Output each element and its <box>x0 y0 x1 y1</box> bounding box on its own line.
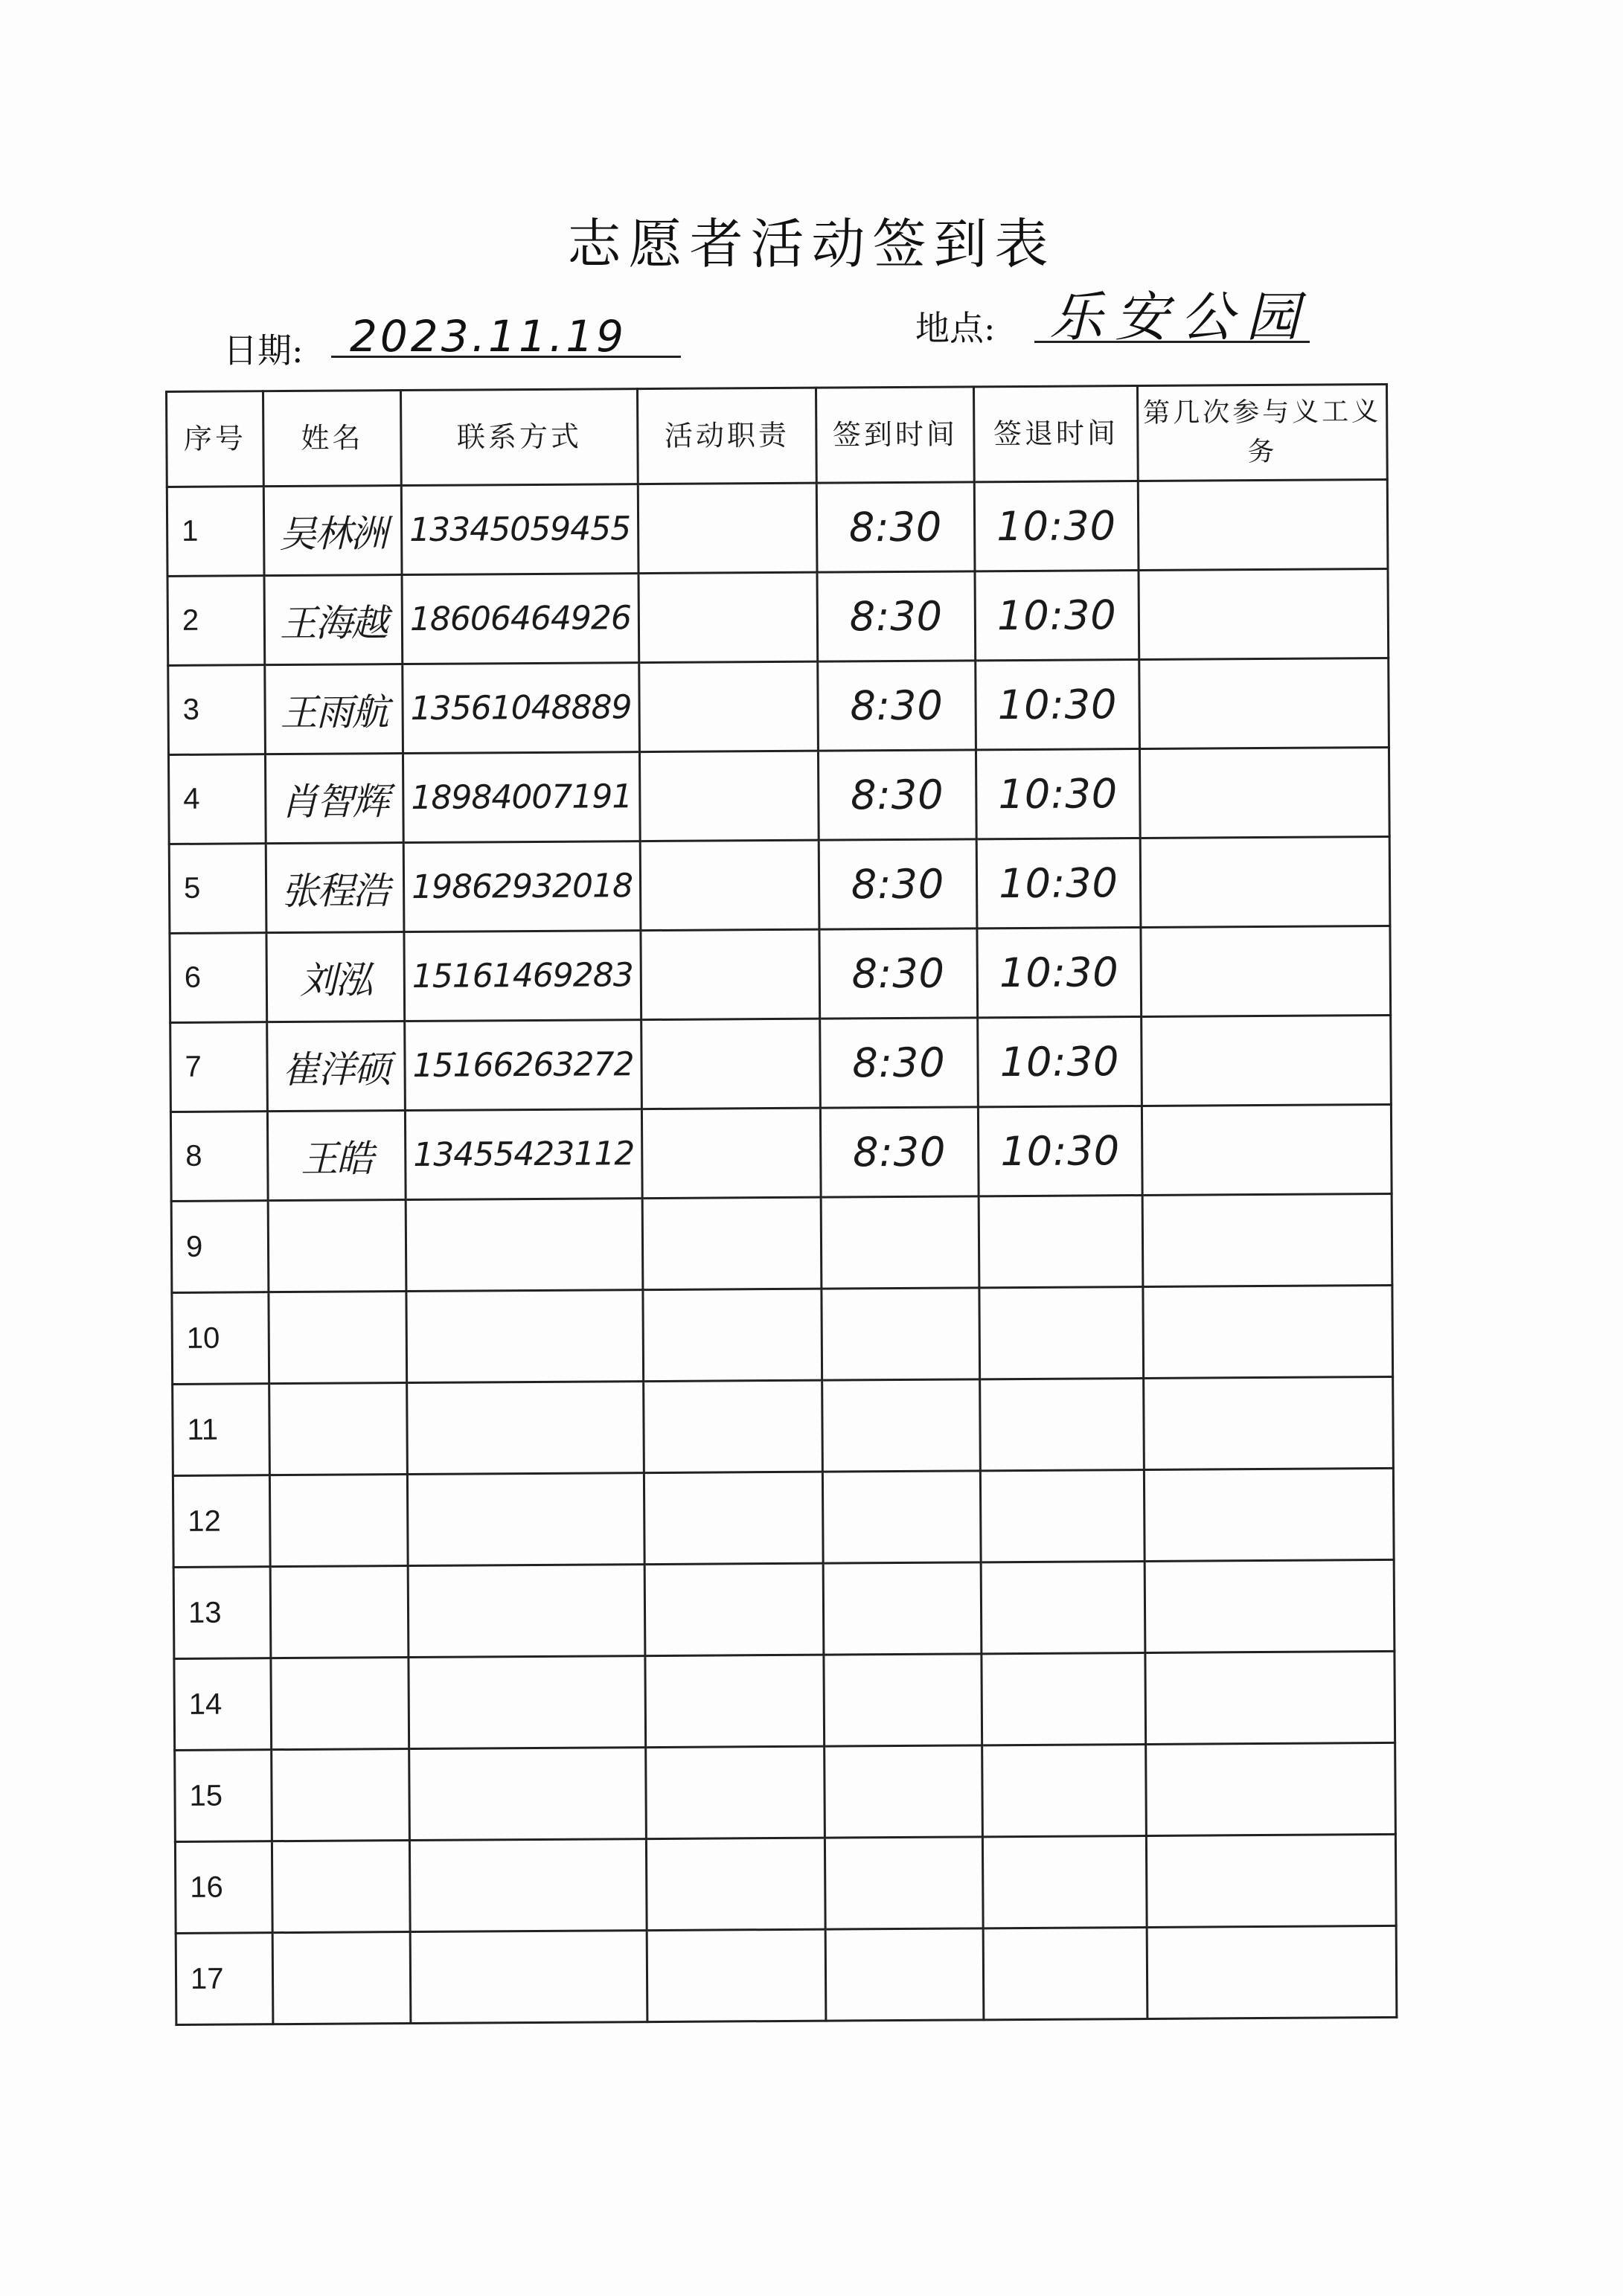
row-sign-out <box>982 1744 1147 1836</box>
row-sign-out: 10:30 <box>974 481 1139 571</box>
table-row <box>167 568 1389 665</box>
row-sign-out: 10:30 <box>975 571 1139 661</box>
row-participation-count <box>1141 926 1391 1016</box>
row-sign-in <box>822 1379 981 1472</box>
row-name: 崔洋硕 <box>267 1022 406 1112</box>
row-index: 1 <box>167 487 264 577</box>
row-phone <box>408 1565 645 1658</box>
row-name <box>269 1383 408 1475</box>
row-phone <box>409 1839 647 1932</box>
col-header-sign-in: 签到时间 <box>816 387 974 483</box>
table-row <box>174 1651 1395 1750</box>
row-index: 6 <box>170 933 267 1023</box>
row-duty <box>640 840 819 930</box>
row-name: 王雨航 <box>265 664 403 754</box>
row-index: 17 <box>176 1933 273 2025</box>
row-duty <box>641 929 820 1019</box>
row-sign-out <box>979 1286 1144 1379</box>
table-row <box>169 836 1390 933</box>
row-sign-out <box>983 1927 1147 2019</box>
col-header-sign-out: 签退时间 <box>973 386 1138 482</box>
col-header-name: 姓名 <box>263 391 402 487</box>
table-row <box>168 658 1389 754</box>
row-phone: 13561048889 <box>403 663 640 754</box>
row-sign-out <box>980 1378 1145 1470</box>
table-row <box>170 926 1391 1022</box>
row-name <box>270 1566 409 1658</box>
row-participation-count <box>1145 1651 1395 1744</box>
row-sign-in: 8:30 <box>818 661 976 751</box>
row-phone <box>407 1473 644 1566</box>
location-underline <box>1034 341 1310 343</box>
row-name: 肖智辉 <box>265 754 403 844</box>
row-phone: 13345059455 <box>401 484 638 575</box>
row-sign-out <box>981 1561 1145 1653</box>
col-header-participation-count: 第几次参与义工义务 <box>1137 384 1387 481</box>
row-participation-count <box>1145 1559 1395 1652</box>
signin-table <box>165 383 1398 2026</box>
col-header-index: 序号 <box>167 391 264 487</box>
table-header-row <box>167 384 1388 487</box>
table-row <box>175 1834 1396 1933</box>
row-index: 12 <box>173 1475 270 1568</box>
date-underline <box>331 356 681 358</box>
row-phone <box>409 1748 647 1841</box>
row-index: 8 <box>170 1112 268 1202</box>
table-row <box>171 1193 1392 1292</box>
row-participation-count <box>1143 1285 1393 1378</box>
row-participation-count <box>1147 1925 1397 2018</box>
row-duty <box>643 1289 822 1381</box>
row-duty <box>646 1838 825 1930</box>
col-header-duty: 活动职责 <box>637 388 816 484</box>
row-participation-count <box>1139 568 1389 659</box>
row-name: 吴林洲 <box>263 486 402 576</box>
row-phone <box>406 1199 643 1292</box>
row-index: 9 <box>171 1201 269 1293</box>
row-duty <box>647 1929 826 2021</box>
row-name: 王海越 <box>264 575 403 665</box>
row-sign-out <box>980 1469 1145 1562</box>
row-name: 张程浩 <box>266 843 404 933</box>
row-duty <box>645 1655 825 1747</box>
location-value: 乐安公园 <box>1049 286 1312 348</box>
row-sign-in: 8:30 <box>816 482 975 572</box>
row-phone: 13455423112 <box>405 1109 642 1200</box>
row-sign-out: 10:30 <box>976 838 1141 929</box>
row-index: 2 <box>167 576 265 666</box>
row-duty <box>638 572 818 662</box>
row-sign-out: 10:30 <box>976 749 1140 839</box>
row-duty <box>639 751 819 841</box>
row-sign-out: 10:30 <box>976 660 1140 750</box>
row-duty <box>646 1746 825 1838</box>
row-sign-out: 10:30 <box>978 1017 1142 1107</box>
row-duty <box>639 661 819 751</box>
date-label: 日期: <box>223 330 304 371</box>
row-index: 15 <box>175 1750 272 1842</box>
page-title: 志愿者活动签到表 <box>567 213 1056 275</box>
row-sign-out <box>982 1652 1146 1745</box>
row-participation-count <box>1142 1015 1392 1106</box>
row-phone <box>406 1290 644 1383</box>
table-row <box>168 747 1389 844</box>
row-duty <box>641 1019 821 1109</box>
row-index: 16 <box>175 1841 272 1934</box>
row-name <box>272 1841 410 1933</box>
row-sign-in: 8:30 <box>820 1018 979 1108</box>
row-sign-in <box>822 1288 980 1380</box>
row-sign-in: 8:30 <box>817 571 976 661</box>
row-sign-in <box>825 1837 983 1929</box>
row-participation-count <box>1146 1834 1396 1927</box>
row-sign-in <box>821 1196 979 1289</box>
table-row <box>172 1285 1393 1384</box>
row-sign-in: 8:30 <box>820 1107 979 1197</box>
table-row <box>173 1468 1394 1567</box>
row-sign-in <box>823 1562 982 1655</box>
row-duty <box>642 1197 822 1289</box>
row-sign-in <box>825 1928 984 2021</box>
row-index: 7 <box>170 1022 268 1112</box>
row-index: 5 <box>169 844 266 934</box>
table-row <box>173 1559 1395 1658</box>
row-participation-count <box>1142 1104 1392 1195</box>
row-sign-out: 10:30 <box>977 928 1142 1018</box>
row-name: 王皓 <box>267 1111 406 1201</box>
row-index: 10 <box>172 1292 269 1385</box>
row-phone: 18606464926 <box>402 574 639 664</box>
row-sign-out: 10:30 <box>978 1106 1142 1196</box>
row-sign-out <box>982 1835 1147 1928</box>
row-duty <box>638 483 817 573</box>
row-name <box>272 1749 410 1841</box>
row-phone <box>410 1931 647 2024</box>
row-index: 3 <box>168 665 266 755</box>
location-label: 地点: <box>915 308 996 348</box>
row-phone: 15161469283 <box>404 931 641 1022</box>
row-duty <box>641 1108 821 1198</box>
row-name <box>271 1658 409 1750</box>
row-phone <box>407 1382 644 1475</box>
row-sign-out <box>979 1195 1143 1287</box>
row-phone <box>409 1656 646 1749</box>
row-index: 11 <box>173 1384 270 1476</box>
row-index: 14 <box>174 1658 272 1751</box>
col-header-contact: 联系方式 <box>401 389 638 486</box>
row-participation-count <box>1142 1193 1392 1286</box>
row-participation-count <box>1144 1468 1394 1561</box>
row-participation-count <box>1139 747 1389 838</box>
row-phone: 15166263272 <box>405 1020 642 1111</box>
row-name <box>269 1475 408 1567</box>
date-value: 2023.11.19 <box>350 311 627 362</box>
row-phone: 18984007191 <box>403 752 640 843</box>
row-index: 13 <box>173 1567 271 1659</box>
table-row <box>175 1742 1396 1841</box>
row-participation-count <box>1140 836 1390 927</box>
table-row <box>173 1376 1394 1475</box>
row-duty <box>644 1380 823 1472</box>
row-sign-in <box>822 1471 981 1563</box>
row-phone: 19862932018 <box>403 841 641 932</box>
row-duty <box>644 1472 823 1564</box>
row-sign-in: 8:30 <box>819 929 978 1019</box>
row-participation-count <box>1138 479 1388 570</box>
table-row <box>176 1925 1397 2024</box>
row-name <box>269 1292 407 1384</box>
row-name <box>272 1932 411 2024</box>
row-sign-in <box>825 1745 983 1838</box>
row-sign-in <box>824 1654 982 1746</box>
row-sign-in: 8:30 <box>819 839 977 929</box>
row-sign-in: 8:30 <box>818 750 976 840</box>
row-name: 刘泓 <box>266 932 405 1022</box>
table-row <box>170 1015 1392 1112</box>
row-participation-count <box>1146 1742 1396 1835</box>
row-name <box>268 1200 406 1292</box>
row-participation-count <box>1139 658 1389 748</box>
row-participation-count <box>1144 1376 1394 1469</box>
row-index: 4 <box>168 754 266 844</box>
table-row <box>170 1104 1392 1201</box>
row-duty <box>644 1563 824 1655</box>
table-row <box>167 479 1388 576</box>
